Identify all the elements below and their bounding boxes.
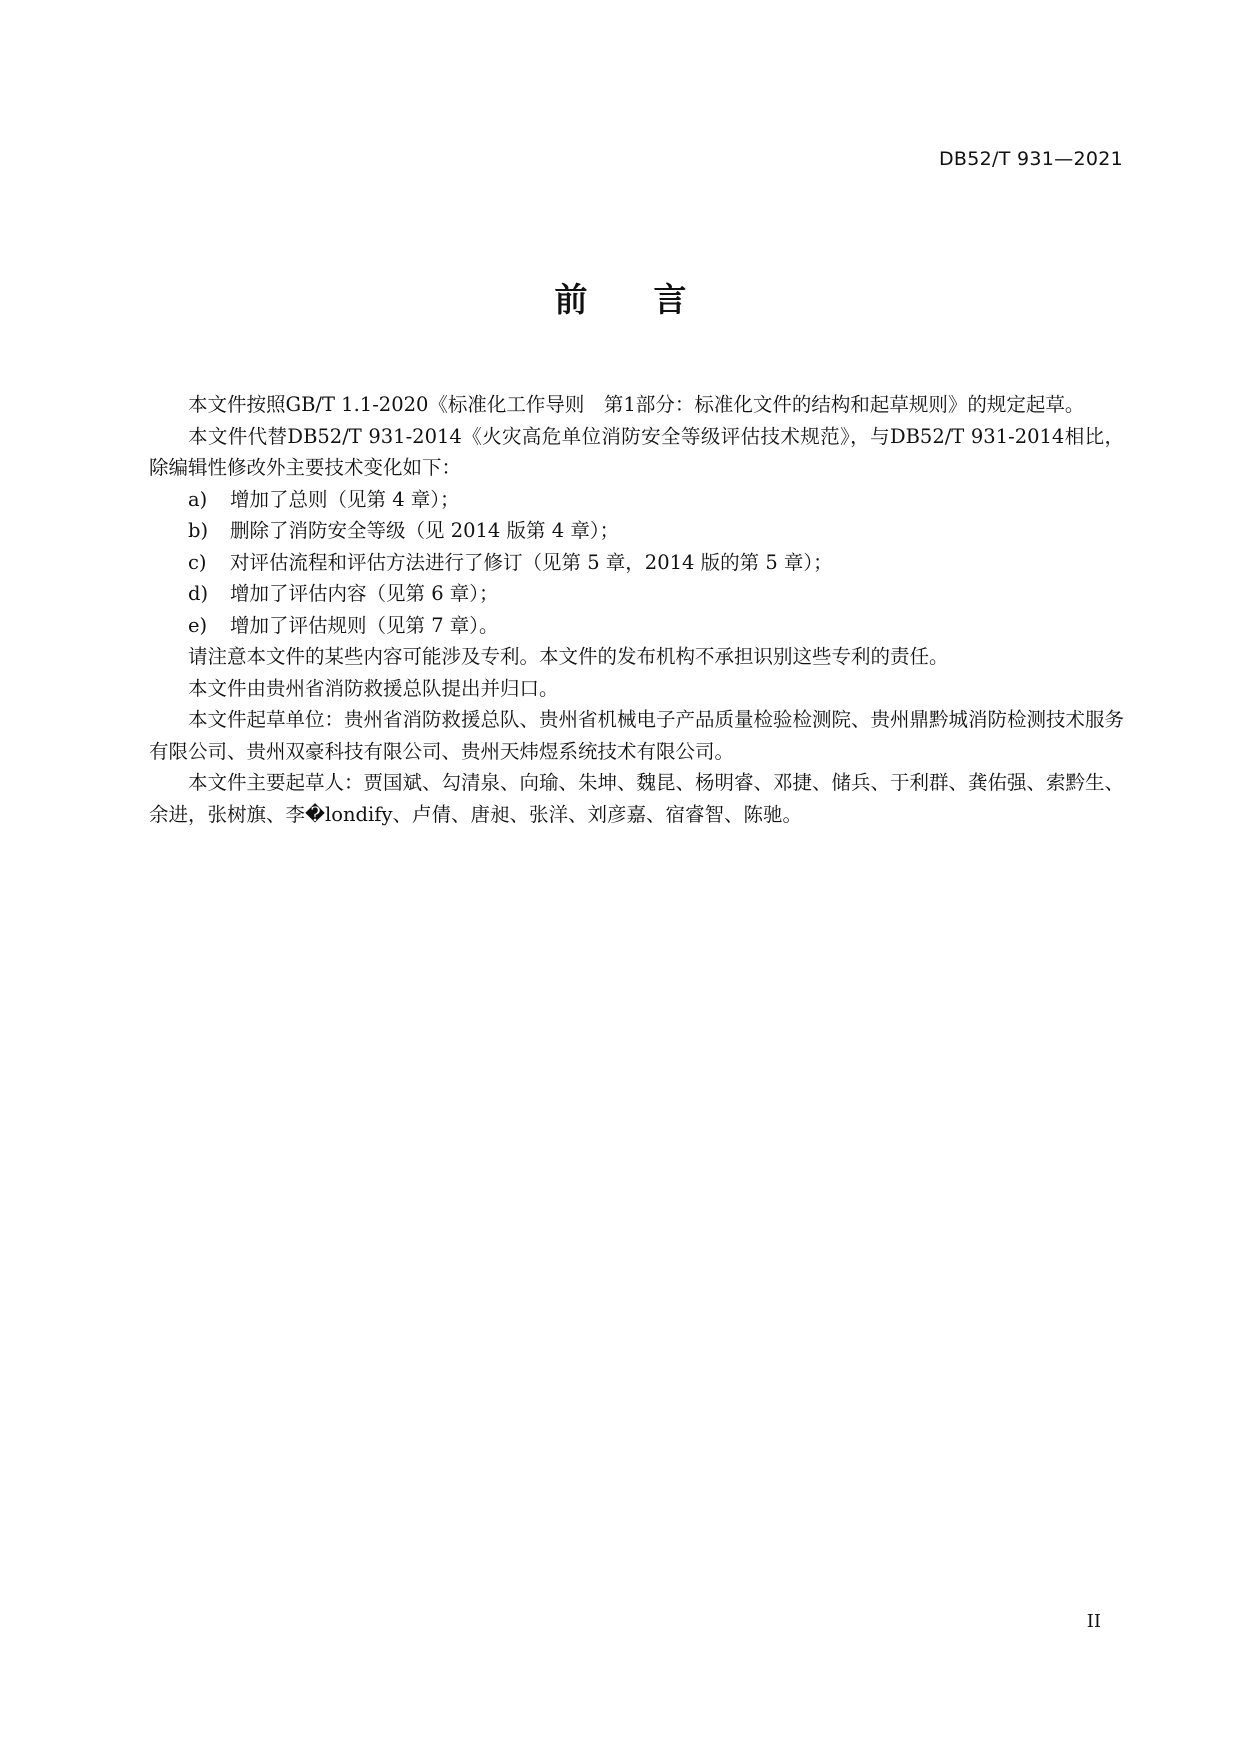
paragraph-patent-notice: 请注意本文件的某些内容可能涉及专利。本文件的发布机构不承担识别这些专利的责任。 <box>188 645 949 668</box>
change-list-item <box>149 547 1124 579</box>
page-title <box>0 274 1241 321</box>
list-item-text: 删除了消防安全等级（见 2014 版第 4 章）； <box>230 519 620 542</box>
change-list-item <box>149 515 1124 547</box>
list-item-text: 增加了评估内容（见第 6 章）； <box>230 582 499 605</box>
page-title-char-2: 言 <box>653 280 687 319</box>
page-title-char-1: 前 <box>554 280 588 319</box>
document-code: DB52/T 931—2021 <box>938 148 1123 170</box>
list-item-text: 对评估流程和评估方法进行了修订（见第 5 章，2014 版的第 5 章）； <box>230 550 833 574</box>
change-list-item <box>149 610 1124 642</box>
list-marker: d) <box>188 582 209 605</box>
list-marker: b) <box>188 519 209 542</box>
paragraph-proposer: 本文件由贵州省消防救援总队提出并归口。 <box>188 676 559 700</box>
change-list-item <box>149 484 1124 516</box>
paragraph-drafters: 本文件主要起草人：贾国斌、勾清泉、向瑜、朱坤、魏昆、杨明睿、邓捷、储兵、于利群、龚佑强、索黔生、余进，张树旗、李�londify、卢倩、唐昶、张洋、刘彦嘉、宿睿智、陈驰。 <box>149 771 1125 826</box>
paragraph-drafting-units: 本文件起草单位：贵州省消防救援总队、贵州省机械电子产品质量检验检测院、贵州鼎黔城消防检测技术服务有限公司、贵州双豪科技有限公司、贵州天炜煜系统技术有限公司。 <box>149 708 1125 763</box>
list-item-text: 增加了评估规则（见第 7 章）。 <box>230 613 499 637</box>
paragraph-replacement: 本文件代替DB52/T 931-2014《火灾高危单位消防安全等级评估技术规范》，与DB52/T 931-2014相比，除编辑性修改外主要技术变化如下： <box>149 424 1124 479</box>
page-number: II <box>1086 1611 1101 1632</box>
list-marker: a) <box>188 487 208 511</box>
foreword-body <box>149 389 1124 830</box>
change-list-item <box>149 578 1124 610</box>
list-marker: c) <box>188 550 207 574</box>
list-item-text: 增加了总则（见第 4 章）； <box>230 487 460 511</box>
list-marker: e) <box>188 613 208 637</box>
paragraph-drafting-basis: 本文件按照GB/T 1.1-2020《标准化工作导则 第1部分：标准化文件的结构和起草规则》的规定起草。 <box>188 393 1085 416</box>
